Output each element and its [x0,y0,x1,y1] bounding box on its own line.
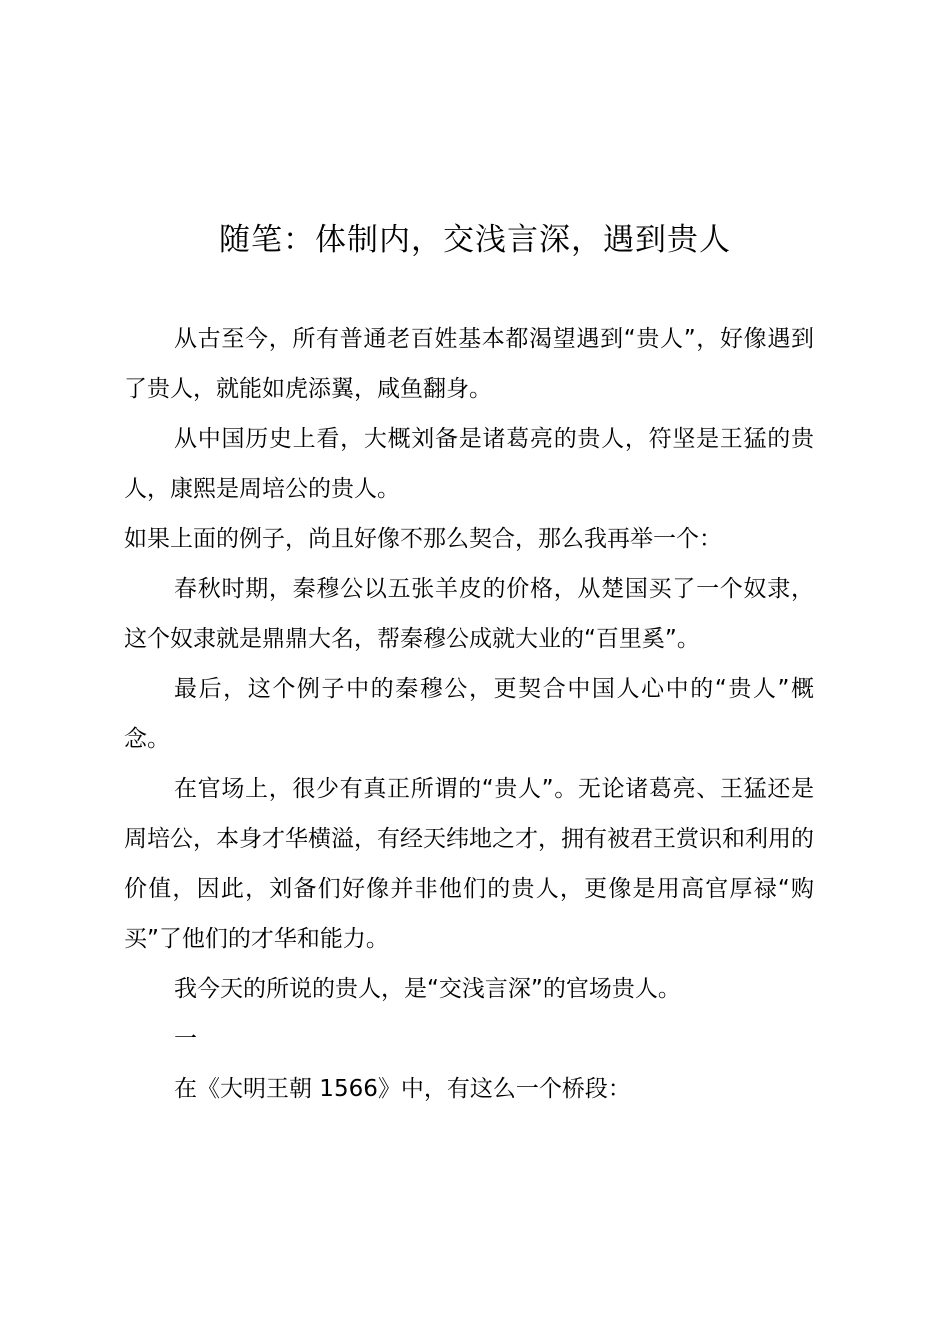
section-number: 一 [174,1026,197,1052]
paragraph: 我今天的所说的贵人，是“交浅言深”的官场贵人。 [174,976,681,1002]
paragraph: 在《大明王朝 1566》中，有这么一个桥段： [174,1076,631,1102]
paragraph: 从古至今，所有普通老百姓基本都渴望遇到“贵人”，好像遇到了贵人，就能如虎添翼，咸鱼翻身。 [124,326,814,402]
paragraph: 从中国历史上看，大概刘备是诸葛亮的贵人，符坚是王猛的贵人，康熙是周培公的贵人。 [124,426,814,502]
paragraph: 最后，这个例子中的秦穆公，更契合中国人心中的“贵人”概念。 [124,676,814,752]
paragraph: 春秋时期，秦穆公以五张羊皮的价格，从楚国买了一个奴隶，这个奴隶就是鼎鼎大名，帮秦穆公成就大业的“百里奚”。 [124,576,814,652]
paragraph: 在官场上，很少有真正所谓的“贵人”。无论诸葛亮、王猛还是周培公，本身才华横溢，有经天纬地之才，拥有被君王赏识和利用的价值，因此，刘备们好像并非他们的贵人，更像是用高官厚禄“购买”了他们的才华和能力。 [124,776,814,952]
paragraph: 如果上面的例子，尚且好像不那么契合，那么我再举一个： [124,526,722,552]
document-title: 随笔：体制内，交浅言深，遇到贵人 [219,222,731,258]
document-body [124,314,814,1114]
